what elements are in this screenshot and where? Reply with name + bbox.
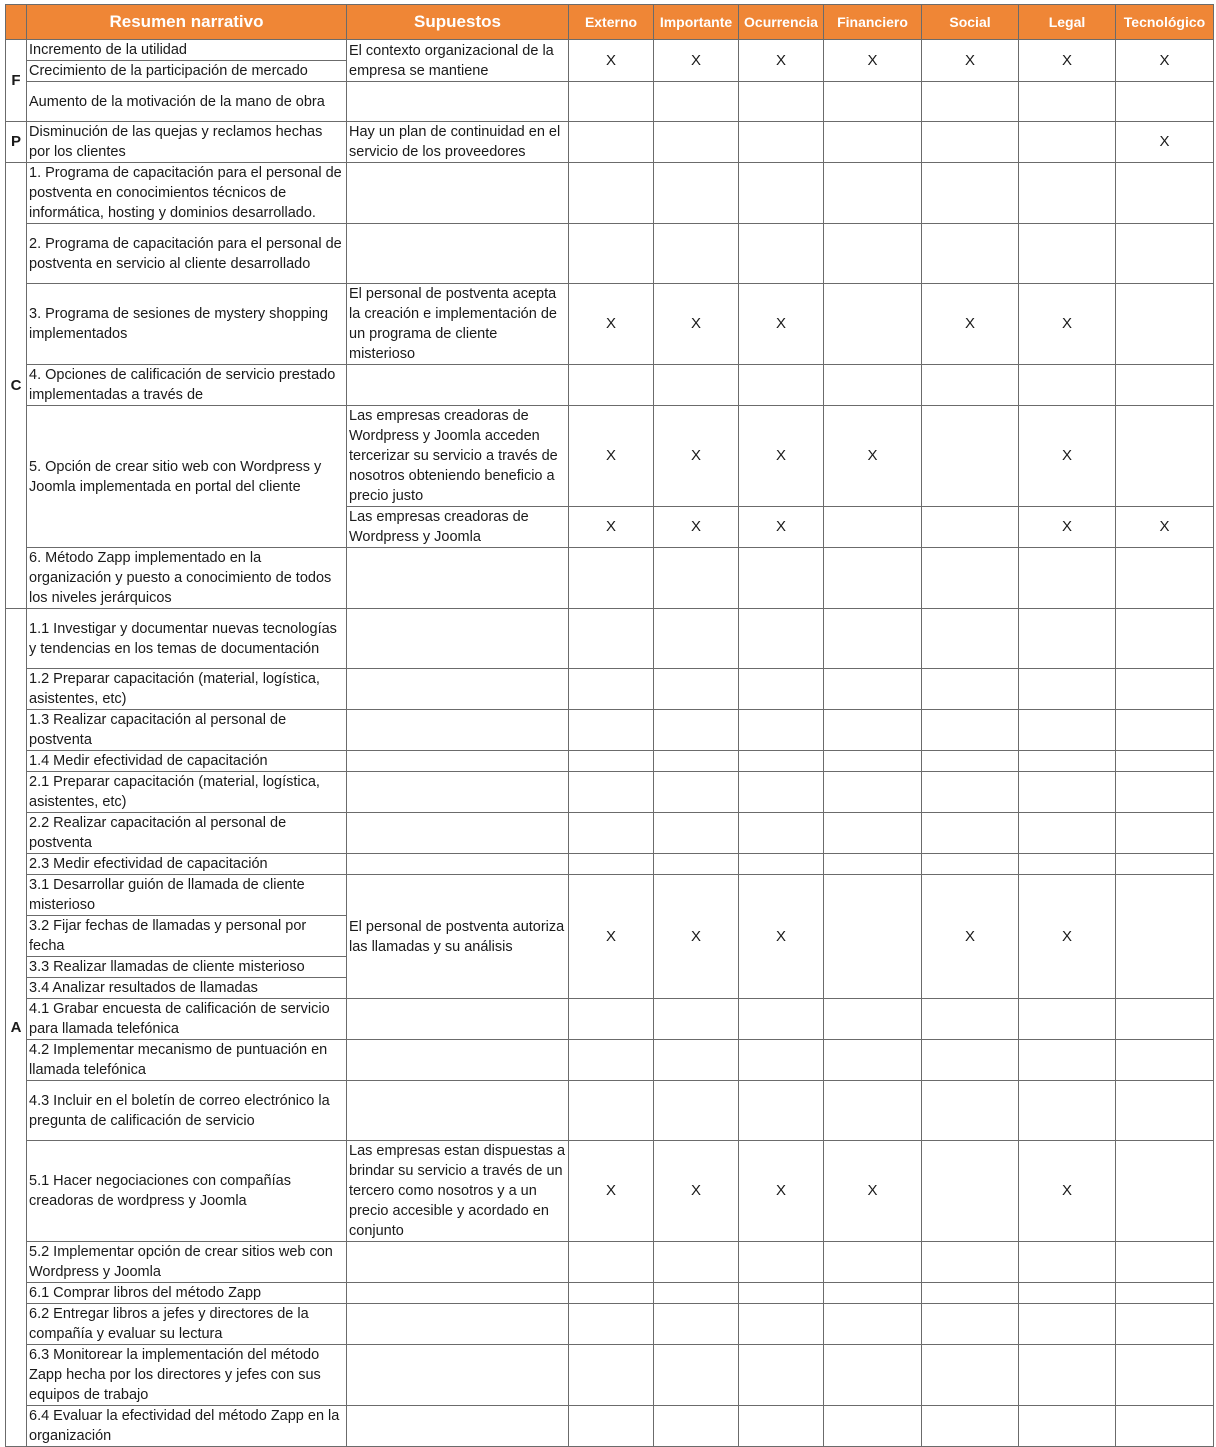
activity-narrative: 1.4 Medir efectividad de capacitación xyxy=(27,751,347,772)
component-narrative: 3. Programa de sesiones de mystery shopping implementados xyxy=(27,284,347,365)
risk-mark: X xyxy=(654,875,739,999)
risk-mark: X xyxy=(569,875,654,999)
risk-mark: X xyxy=(569,284,654,365)
risk-mark: X xyxy=(739,40,824,82)
table-row xyxy=(6,163,1214,224)
risk-mark xyxy=(922,163,1019,224)
risk-mark xyxy=(654,224,739,284)
risk-mark: X xyxy=(1019,507,1116,548)
activity-narrative: 4.1 Grabar encuesta de calificación de servicio para llamada telefónica xyxy=(27,999,347,1040)
header-risk-external: Externo xyxy=(569,5,654,40)
risk-mark xyxy=(739,548,824,609)
risk-mark xyxy=(824,507,922,548)
risk-mark xyxy=(1116,406,1214,507)
component-narrative: 2. Programa de capacitación para el personal de postventa en servicio al cliente desarrollado xyxy=(27,224,347,284)
component-narrative: 4. Opciones de calificación de servicio prestado implementadas a través de xyxy=(27,365,347,406)
risk-mark xyxy=(824,224,922,284)
risk-mark xyxy=(922,365,1019,406)
activity-narrative: 2.1 Preparar capacitación (material, logística, asistentes, etc) xyxy=(27,772,347,813)
table-row xyxy=(6,1345,1214,1406)
activity-narrative: 4.3 Incluir en el boletín de correo electrónico la pregunta de calificación de servicio xyxy=(27,1081,347,1141)
risk-mark: X xyxy=(1019,40,1116,82)
level-label-fin: F xyxy=(6,40,27,122)
risk-mark: X xyxy=(1019,284,1116,365)
risk-mark xyxy=(922,406,1019,507)
activity-narrative: 6.4 Evaluar la efectividad del método Zapp en la organización xyxy=(27,1406,347,1447)
component-assumption: Las empresas creadoras de Wordpress y Joomla xyxy=(347,507,569,548)
component-assumption xyxy=(347,548,569,609)
empty-cell xyxy=(347,82,569,122)
level-label-purpose: P xyxy=(6,122,27,163)
activity-narrative: 1.1 Investigar y documentar nuevas tecnologías y tendencias en los temas de documentación xyxy=(27,609,347,669)
table-row xyxy=(6,406,1214,507)
table-row xyxy=(6,1081,1214,1141)
table-row xyxy=(6,669,1214,710)
header-row xyxy=(6,5,1214,40)
table-row xyxy=(6,854,1214,875)
table-row xyxy=(6,40,1214,61)
risk-mark xyxy=(654,548,739,609)
risk-mark: X xyxy=(569,1141,654,1242)
table-row xyxy=(6,875,1214,916)
risk-mark: X xyxy=(569,40,654,82)
table-row xyxy=(6,772,1214,813)
risk-mark: X xyxy=(1019,875,1116,999)
risk-mark xyxy=(1019,548,1116,609)
risk-mark xyxy=(922,507,1019,548)
risk-mark xyxy=(739,224,824,284)
table-row xyxy=(6,1304,1214,1345)
activity-narrative: 6.3 Monitorear la implementación del método Zapp hecha por los directores y jefes con sus equipos de trabajo xyxy=(27,1345,347,1406)
table-row xyxy=(6,1040,1214,1081)
table-row xyxy=(6,1406,1214,1447)
risk-mark: X xyxy=(654,284,739,365)
risk-mark xyxy=(1116,1141,1214,1242)
fin-narrative: Crecimiento de la participación de mercado xyxy=(27,61,347,82)
table-row xyxy=(6,1242,1214,1283)
risk-mark xyxy=(1116,548,1214,609)
activity-narrative: 4.2 Implementar mecanismo de puntuación en llamada telefónica xyxy=(27,1040,347,1081)
risk-mark xyxy=(1116,224,1214,284)
purpose-narrative: Disminución de las quejas y reclamos hechas por los clientes xyxy=(27,122,347,163)
risk-mark: X xyxy=(739,507,824,548)
activity-group-assumption: El personal de postventa autoriza las llamadas y su análisis xyxy=(347,875,569,999)
header-narrative: Resumen narrativo xyxy=(27,5,347,40)
risk-mark xyxy=(569,224,654,284)
risk-mark xyxy=(569,365,654,406)
component-assumption xyxy=(347,224,569,284)
activity-narrative: 2.3 Medir efectividad de capacitación xyxy=(27,854,347,875)
risk-mark xyxy=(739,163,824,224)
activity-narrative: 2.2 Realizar capacitación al personal de postventa xyxy=(27,813,347,854)
table-row xyxy=(6,284,1214,365)
header-risk-financial: Financiero xyxy=(824,5,922,40)
activity-narrative: 6.1 Comprar libros del método Zapp xyxy=(27,1283,347,1304)
risk-mark: X xyxy=(922,284,1019,365)
risk-mark xyxy=(654,163,739,224)
risk-mark xyxy=(569,122,654,163)
activity-narrative: 1.3 Realizar capacitación al personal de postventa xyxy=(27,710,347,751)
header-risk-important: Importante xyxy=(654,5,739,40)
fin-narrative: Aumento de la motivación de la mano de obra xyxy=(27,82,347,122)
table-row xyxy=(6,1141,1214,1242)
header-risk-social: Social xyxy=(922,5,1019,40)
risk-mark xyxy=(824,284,922,365)
risk-mark: X xyxy=(739,1141,824,1242)
risk-mark xyxy=(1019,224,1116,284)
fin-assumption: El contexto organizacional de la empresa se mantiene xyxy=(347,40,569,82)
risk-mark xyxy=(654,122,739,163)
corner-cell xyxy=(6,5,27,40)
risk-mark: X xyxy=(739,875,824,999)
risk-mark xyxy=(922,224,1019,284)
activity-narrative: 3.1 Desarrollar guión de llamada de cliente misterioso xyxy=(27,875,347,916)
risk-mark xyxy=(569,548,654,609)
risk-mark xyxy=(1116,163,1214,224)
risk-mark: X xyxy=(824,406,922,507)
component-assumption xyxy=(347,365,569,406)
risk-mark xyxy=(824,365,922,406)
activity-narrative: 3.4 Analizar resultados de llamadas xyxy=(27,978,347,999)
risk-mark: X xyxy=(922,40,1019,82)
risk-mark xyxy=(654,365,739,406)
risk-mark xyxy=(824,122,922,163)
table-row xyxy=(6,999,1214,1040)
activity-narrative: 5.2 Implementar opción de crear sitios web con Wordpress y Joomla xyxy=(27,1242,347,1283)
table-row xyxy=(6,609,1214,669)
activity-narrative: 5.1 Hacer negociaciones con compañías creadoras de wordpress y Joomla xyxy=(27,1141,347,1242)
risk-mark xyxy=(922,1141,1019,1242)
table-row xyxy=(6,751,1214,772)
activity-group-assumption: Las empresas estan dispuestas a brindar su servicio a través de un tercero como nosotros y a un precio accesible y acordado en conjunto xyxy=(347,1141,569,1242)
table-row xyxy=(6,1283,1214,1304)
table-row xyxy=(6,82,1214,122)
risk-mark xyxy=(1116,284,1214,365)
activity-narrative: 3.3 Realizar llamadas de cliente misterioso xyxy=(27,957,347,978)
header-risk-legal: Legal xyxy=(1019,5,1116,40)
risk-mark: X xyxy=(824,1141,922,1242)
risk-mark xyxy=(824,163,922,224)
risk-mark xyxy=(1019,163,1116,224)
activity-narrative: 3.2 Fijar fechas de llamadas y personal por fecha xyxy=(27,916,347,957)
component-narrative: 5. Opción de crear sitio web con Wordpress y Joomla implementada en portal del cliente xyxy=(27,406,347,548)
level-label-components: C xyxy=(6,163,27,609)
table-row xyxy=(6,548,1214,609)
risk-mark xyxy=(824,875,922,999)
risk-mark: X xyxy=(1019,406,1116,507)
level-label-activities: A xyxy=(6,609,27,1447)
activity-narrative: 6.2 Entregar libros a jefes y directores de la compañía y evaluar su lectura xyxy=(27,1304,347,1345)
risk-mark: X xyxy=(569,507,654,548)
component-assumption xyxy=(347,163,569,224)
risk-mark: X xyxy=(654,406,739,507)
risk-mark xyxy=(824,548,922,609)
risk-mark xyxy=(922,548,1019,609)
header-risk-occurrence: Ocurrencia xyxy=(739,5,824,40)
risk-mark xyxy=(739,365,824,406)
risk-mark: X xyxy=(1116,40,1214,82)
risk-mark: X xyxy=(1116,507,1214,548)
risk-mark xyxy=(1116,875,1214,999)
risk-mark xyxy=(1116,365,1214,406)
risk-mark: X xyxy=(1116,122,1214,163)
risk-mark: X xyxy=(569,406,654,507)
risk-mark: X xyxy=(654,507,739,548)
component-assumption: El personal de postventa acepta la creación e implementación de un programa de cliente misterioso xyxy=(347,284,569,365)
risk-mark xyxy=(1019,365,1116,406)
risk-mark xyxy=(1019,122,1116,163)
table-row xyxy=(6,122,1214,163)
table-row xyxy=(6,710,1214,751)
table-row xyxy=(6,813,1214,854)
purpose-assumption: Hay un plan de continuidad en el servicio de los proveedores xyxy=(347,122,569,163)
risk-mark: X xyxy=(739,284,824,365)
risk-mark: X xyxy=(654,40,739,82)
risk-mark: X xyxy=(1019,1141,1116,1242)
component-assumption: Las empresas creadoras de Wordpress y Joomla acceden tercerizar su servicio a través de nosotros obteniendo beneficio a precio justo xyxy=(347,406,569,507)
risk-mark xyxy=(922,122,1019,163)
component-narrative: 6. Método Zapp implementado en la organización y puesto a conocimiento de todos los niveles jerárquicos xyxy=(27,548,347,609)
table-row xyxy=(6,224,1214,284)
header-risk-technological: Tecnológico xyxy=(1116,5,1214,40)
logical-framework-assumptions-table xyxy=(5,4,1214,1447)
risk-mark: X xyxy=(824,40,922,82)
component-narrative: 1. Programa de capacitación para el personal de postventa en conocimientos técnicos de informática, hosting y dominios desarrollado. xyxy=(27,163,347,224)
risk-mark xyxy=(569,163,654,224)
activity-narrative: 1.2 Preparar capacitación (material, logística, asistentes, etc) xyxy=(27,669,347,710)
table-row xyxy=(6,365,1214,406)
header-assumptions: Supuestos xyxy=(347,5,569,40)
risk-mark: X xyxy=(654,1141,739,1242)
risk-mark xyxy=(739,122,824,163)
risk-mark: X xyxy=(922,875,1019,999)
risk-mark: X xyxy=(739,406,824,507)
fin-narrative: Incremento de la utilidad xyxy=(27,40,347,61)
